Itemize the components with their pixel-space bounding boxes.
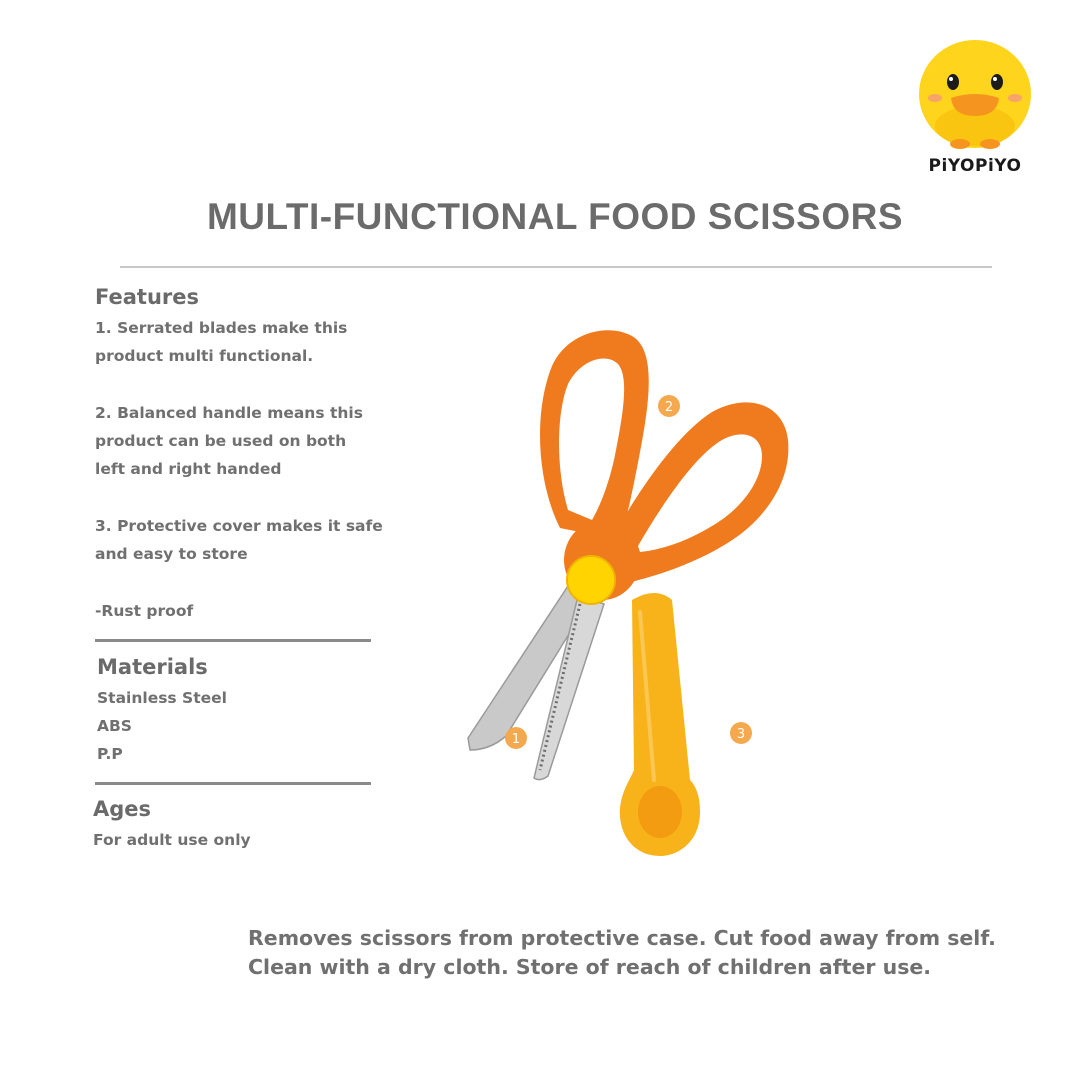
svg-text:3: 3	[736, 727, 746, 742]
pivot-screw-icon	[567, 556, 615, 604]
scissor-blades	[468, 586, 604, 780]
callout-3	[730, 722, 752, 744]
brand-name: PiYOPiYO	[928, 156, 1022, 176]
features-line: product can be used on both	[95, 432, 347, 450]
usage-instructions	[248, 924, 1048, 982]
materials-line: P.P	[97, 745, 123, 763]
materials-line: ABS	[97, 717, 132, 735]
callout-1	[505, 727, 527, 749]
features-divider	[95, 639, 371, 642]
features-line: 1. Serrated blades make this	[95, 319, 348, 337]
features-line: and easy to store	[95, 545, 248, 563]
materials-divider	[95, 782, 371, 785]
features-line: -Rust proof	[95, 602, 194, 620]
materials-heading: Materials	[97, 655, 208, 679]
instruction-line: Removes scissors from protective case. Cut food away from self.	[248, 926, 996, 950]
title-divider	[120, 266, 992, 268]
features-line: product multi functional.	[95, 347, 314, 365]
ages-heading: Ages	[93, 797, 152, 821]
features-line: 3. Protective cover makes it safe	[95, 517, 383, 535]
instruction-line: Clean with a dry cloth. Store of reach of children after use.	[248, 955, 932, 979]
features-heading: Features	[95, 285, 199, 309]
food-scissors-illustration	[440, 310, 800, 870]
ages-line: For adult use only	[93, 831, 251, 849]
page-title: MULTI-FUNCTIONAL FOOD SCISSORS	[206, 196, 904, 237]
features-line: left and right handed	[95, 460, 282, 478]
materials-line: Stainless Steel	[97, 689, 227, 707]
features-line: 2. Balanced handle means this	[95, 404, 363, 422]
svg-text:1: 1	[511, 732, 521, 747]
protective-cover	[620, 593, 700, 856]
svg-text:2: 2	[664, 400, 674, 415]
callout-2	[658, 395, 680, 417]
